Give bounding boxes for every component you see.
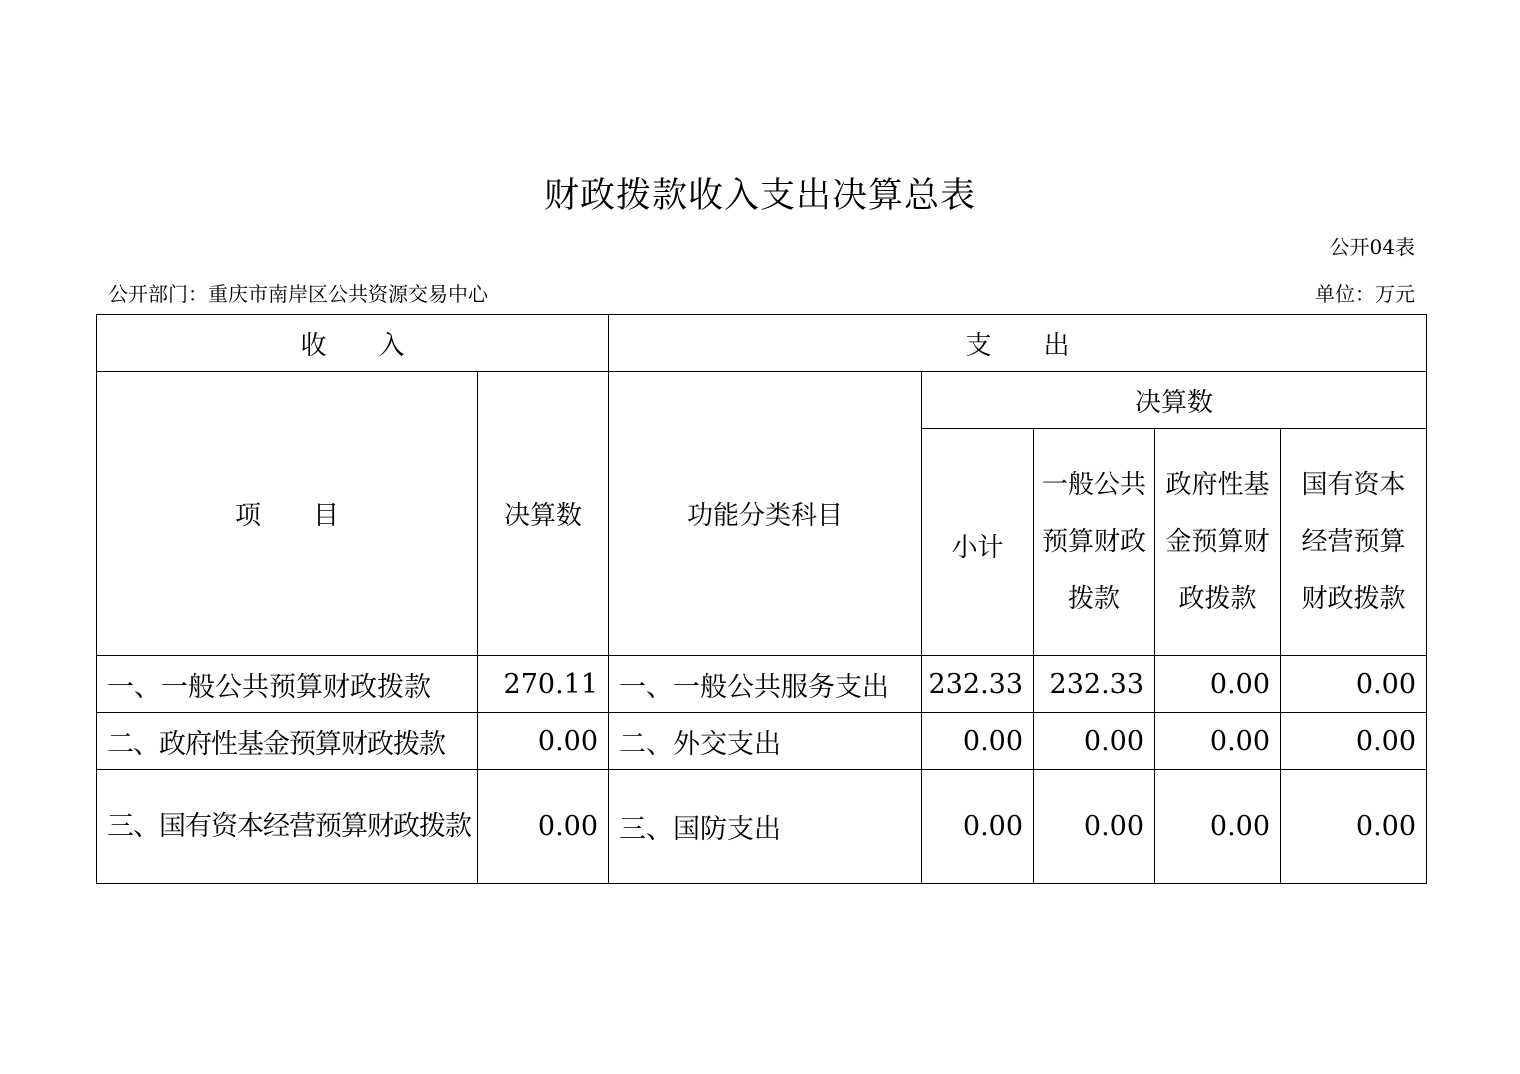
table-row <box>97 770 1427 884</box>
form-number: 公开04表 <box>1329 235 1415 259</box>
state-capital-header: 国有资本经营预算财政拨款 <box>1281 429 1427 656</box>
gov-fund-value: 0.00 <box>1155 770 1281 884</box>
subtotal-value: 0.00 <box>922 770 1034 884</box>
general-value: 0.00 <box>1034 713 1155 770</box>
subtotal-value: 0.00 <box>922 713 1034 770</box>
income-header: 收 入 <box>97 315 609 372</box>
state-capital-value: 0.00 <box>1281 656 1427 713</box>
income-amount-header: 决算数 <box>478 372 609 656</box>
general-value: 232.33 <box>1034 656 1155 713</box>
table-row <box>97 656 1427 713</box>
expense-item: 一、一般公共服务支出 <box>609 656 922 713</box>
income-item: 三、国有资本经营预算财政拨款 <box>97 770 478 884</box>
budget-table <box>96 314 1427 884</box>
subtotal-value: 232.33 <box>922 656 1034 713</box>
unit-label: 单位：万元 <box>1315 282 1415 306</box>
expense-item: 三、国防支出 <box>609 770 922 884</box>
income-amount: 270.11 <box>478 656 609 713</box>
table-row <box>97 713 1427 770</box>
item-header: 项 目 <box>97 372 478 656</box>
income-amount: 0.00 <box>478 713 609 770</box>
subtotal-header: 小计 <box>922 429 1034 656</box>
general-value: 0.00 <box>1034 770 1155 884</box>
expense-header: 支 出 <box>609 315 1427 372</box>
func-class-header: 功能分类科目 <box>609 372 922 656</box>
state-capital-value: 0.00 <box>1281 770 1427 884</box>
department-label: 公开部门：重庆市南岸区公共资源交易中心 <box>108 282 488 306</box>
general-budget-header: 一般公共预算财政拨款 <box>1034 429 1155 656</box>
gov-fund-value: 0.00 <box>1155 713 1281 770</box>
gov-fund-header: 政府性基金预算财政拨款 <box>1155 429 1281 656</box>
expense-amount-header: 决算数 <box>922 372 1427 429</box>
expense-item: 二、外交支出 <box>609 713 922 770</box>
state-capital-value: 0.00 <box>1281 713 1427 770</box>
page-title: 财政拨款收入支出决算总表 <box>543 176 976 216</box>
income-item: 二、政府性基金预算财政拨款 <box>97 713 478 770</box>
income-amount: 0.00 <box>478 770 609 884</box>
income-item: 一、一般公共预算财政拨款 <box>97 656 478 713</box>
gov-fund-value: 0.00 <box>1155 656 1281 713</box>
